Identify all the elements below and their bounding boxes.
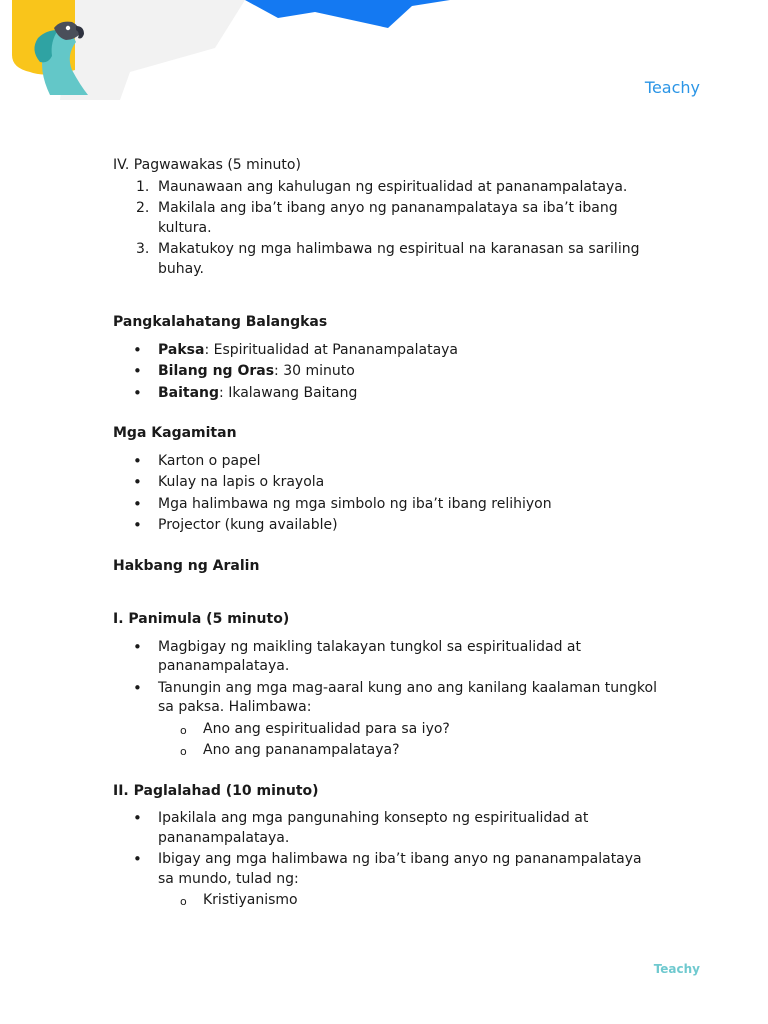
document-body — [113, 156, 658, 911]
materials-heading: Mga Kagamitan — [113, 425, 237, 441]
steps-heading: Hakbang ng Aralin — [113, 557, 260, 574]
list-item: • Karton o papel — [113, 452, 658, 472]
list-item: • Ibigay ang mga halimbawa ng iba’t ibang anyo ng pananampalataya sa mundo, tulad ng: — [113, 850, 658, 889]
list-item: 1. Maunawaan ang kahulugan ng espiritualidad at pananampalataya. — [113, 178, 658, 198]
header-decoration — [0, 0, 460, 100]
conclusion-list — [113, 178, 658, 280]
presentation-heading: II. Paglalahad (10 minuto) — [113, 782, 319, 799]
presentation-list — [113, 809, 658, 889]
list-item-key: Paksa — [158, 341, 205, 358]
list-item: • Mga halimbawa ng mga simbolo ng iba’t ibang relihiyon — [113, 495, 658, 515]
sub-list-item: o Kristiyanismo — [113, 891, 658, 911]
conclusion-heading: IV. Pagwawakas (5 minuto) — [113, 157, 301, 173]
sub-list-item: o Ano ang pananampalataya? — [113, 741, 658, 761]
overview-list — [113, 341, 658, 404]
materials-list — [113, 452, 658, 536]
list-item: • Magbigay ng maikling talakayan tungkol sa espiritualidad at pananampalataya. — [113, 638, 658, 677]
list-item-value: : Ikalawang Baitang — [219, 384, 358, 401]
list-item-value: : Espiritualidad at Pananampalataya — [204, 341, 459, 358]
intro-sublist — [113, 720, 658, 761]
footer-brand: Teachy — [653, 962, 700, 976]
list-item-key: Baitang — [158, 384, 220, 401]
header-brand: Teachy — [644, 78, 700, 97]
list-item-value: : 30 minuto — [274, 363, 355, 379]
list-item-key: Bilang ng Oras — [158, 363, 275, 379]
list-item: • Kulay na lapis o krayola — [113, 473, 658, 493]
intro-list — [113, 638, 658, 718]
presentation-sublist — [113, 891, 658, 911]
list-item — [113, 341, 658, 361]
intro-heading: I. Panimula (5 minuto) — [113, 611, 290, 627]
list-item: 2. Makilala ang iba’t ibang anyo ng pananampalataya sa iba’t ibang kultura. — [113, 199, 658, 238]
list-item: • Ipakilala ang mga pangunahing konsepto ng espiritualidad at pananampalataya. — [113, 809, 658, 848]
overview-heading: Pangkalahatang Balangkas — [113, 314, 328, 330]
sub-list-item: o Ano ang espiritualidad para sa iyo? — [113, 720, 658, 740]
list-item — [113, 362, 658, 382]
list-item: 3. Makatukoy ng mga halimbawa ng espiritual na karanasan sa sariling buhay. — [113, 240, 658, 279]
list-item — [113, 384, 658, 404]
list-item: • Tanungin ang mga mag-aaral kung ano ang kanilang kaalaman tungkol sa paksa. Halimbawa: — [113, 679, 658, 718]
list-item: • Projector (kung available) — [113, 516, 658, 536]
